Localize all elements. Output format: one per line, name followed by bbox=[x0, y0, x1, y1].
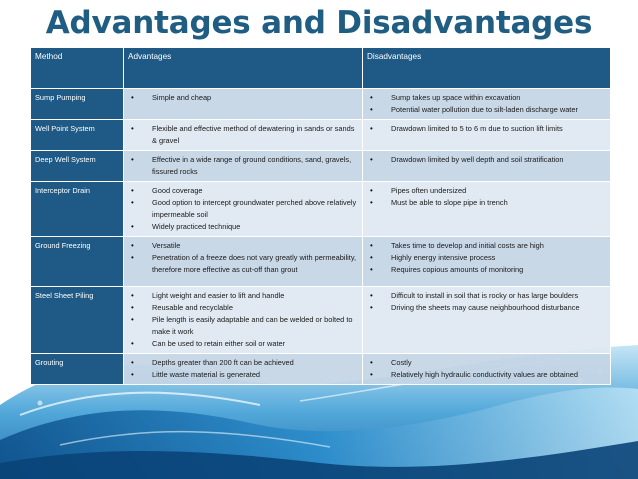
list-item: • Relatively high hydraulic conductivity values are obtained bbox=[367, 369, 606, 381]
list-item: • Sump takes up space within excavation bbox=[367, 92, 606, 104]
method-cell: Sump Pumping bbox=[31, 89, 124, 120]
comparison-table bbox=[30, 47, 611, 385]
method-cell: Grouting bbox=[31, 354, 124, 385]
header-method: Method bbox=[31, 48, 124, 89]
list-item: • Pipes often undersized bbox=[367, 185, 606, 197]
header-disadvantages: Disadvantages bbox=[363, 48, 611, 89]
list-item: • Simple and cheap bbox=[128, 92, 358, 104]
advantages-cell bbox=[124, 237, 363, 287]
list-item: • Drawdown limited by well depth and soil stratification bbox=[367, 154, 606, 166]
header-row bbox=[31, 48, 611, 89]
table-row bbox=[31, 89, 611, 120]
advantages-cell bbox=[124, 89, 363, 120]
disadvantages-cell bbox=[363, 237, 611, 287]
list-item: • Driving the sheets may cause neighbourhood disturbance bbox=[367, 302, 606, 314]
list-item: • Pile length is easily adaptable and can be welded or bolted to make it work bbox=[128, 314, 358, 338]
method-cell: Ground Freezing bbox=[31, 237, 124, 287]
list-item: • Highly energy intensive process bbox=[367, 252, 606, 264]
list-item: • Difficult to install in soil that is rocky or has large boulders bbox=[367, 290, 606, 302]
advantages-cell bbox=[124, 354, 363, 385]
list-item: • Little waste material is generated bbox=[128, 369, 358, 381]
slide-title: Advantages and Disadvantages bbox=[45, 5, 593, 41]
table-row bbox=[31, 120, 611, 151]
list-item: • Good coverage bbox=[128, 185, 358, 197]
list-item: • Light weight and easier to lift and handle bbox=[128, 290, 358, 302]
disadvantages-cell bbox=[363, 120, 611, 151]
advantages-cell bbox=[124, 182, 363, 237]
disadvantages-cell bbox=[363, 287, 611, 354]
advantages-cell bbox=[124, 287, 363, 354]
table-row bbox=[31, 182, 611, 237]
table-row bbox=[31, 287, 611, 354]
list-item: • Takes time to develop and initial costs are high bbox=[367, 240, 606, 252]
list-item: • Widely practiced technique bbox=[128, 221, 358, 233]
list-item: • Requires copious amounts of monitoring bbox=[367, 264, 606, 276]
advantages-cell bbox=[124, 120, 363, 151]
advantages-cell bbox=[124, 151, 363, 182]
list-item: • Drawdown limited to 5 to 6 m due to suction lift limits bbox=[367, 123, 606, 135]
disadvantages-cell bbox=[363, 89, 611, 120]
table-row bbox=[31, 151, 611, 182]
list-item: • Costly bbox=[367, 357, 606, 369]
method-cell: Well Point System bbox=[31, 120, 124, 151]
list-item: • Can be used to retain either soil or water bbox=[128, 338, 358, 350]
disadvantages-cell bbox=[363, 354, 611, 385]
list-item: • Flexible and effective method of dewatering in sands or sands & gravel bbox=[128, 123, 358, 147]
table-row bbox=[31, 354, 611, 385]
list-item: • Versatile bbox=[128, 240, 358, 252]
disadvantages-cell bbox=[363, 151, 611, 182]
table-row bbox=[31, 237, 611, 287]
list-item: • Effective in a wide range of ground conditions, sand, gravels, fissured rocks bbox=[128, 154, 358, 178]
list-item: • Potential water pollution due to silt-laden discharge water bbox=[367, 104, 606, 116]
disadvantages-cell bbox=[363, 182, 611, 237]
list-item: • Depths greater than 200 ft can be achieved bbox=[128, 357, 358, 369]
header-advantages: Advantages bbox=[124, 48, 363, 89]
list-item: • Good option to intercept groundwater perched above relatively impermeable soil bbox=[128, 197, 358, 221]
list-item: • Reusable and recyclable bbox=[128, 302, 358, 314]
list-item: • Penetration of a freeze does not vary greatly with permeability, therefore more effective as cut-off than grout bbox=[128, 252, 358, 276]
method-cell: Deep Well System bbox=[31, 151, 124, 182]
method-cell: Steel Sheet Piling bbox=[31, 287, 124, 354]
method-cell: Interceptor Drain bbox=[31, 182, 124, 237]
list-item: • Must be able to slope pipe in trench bbox=[367, 197, 606, 209]
